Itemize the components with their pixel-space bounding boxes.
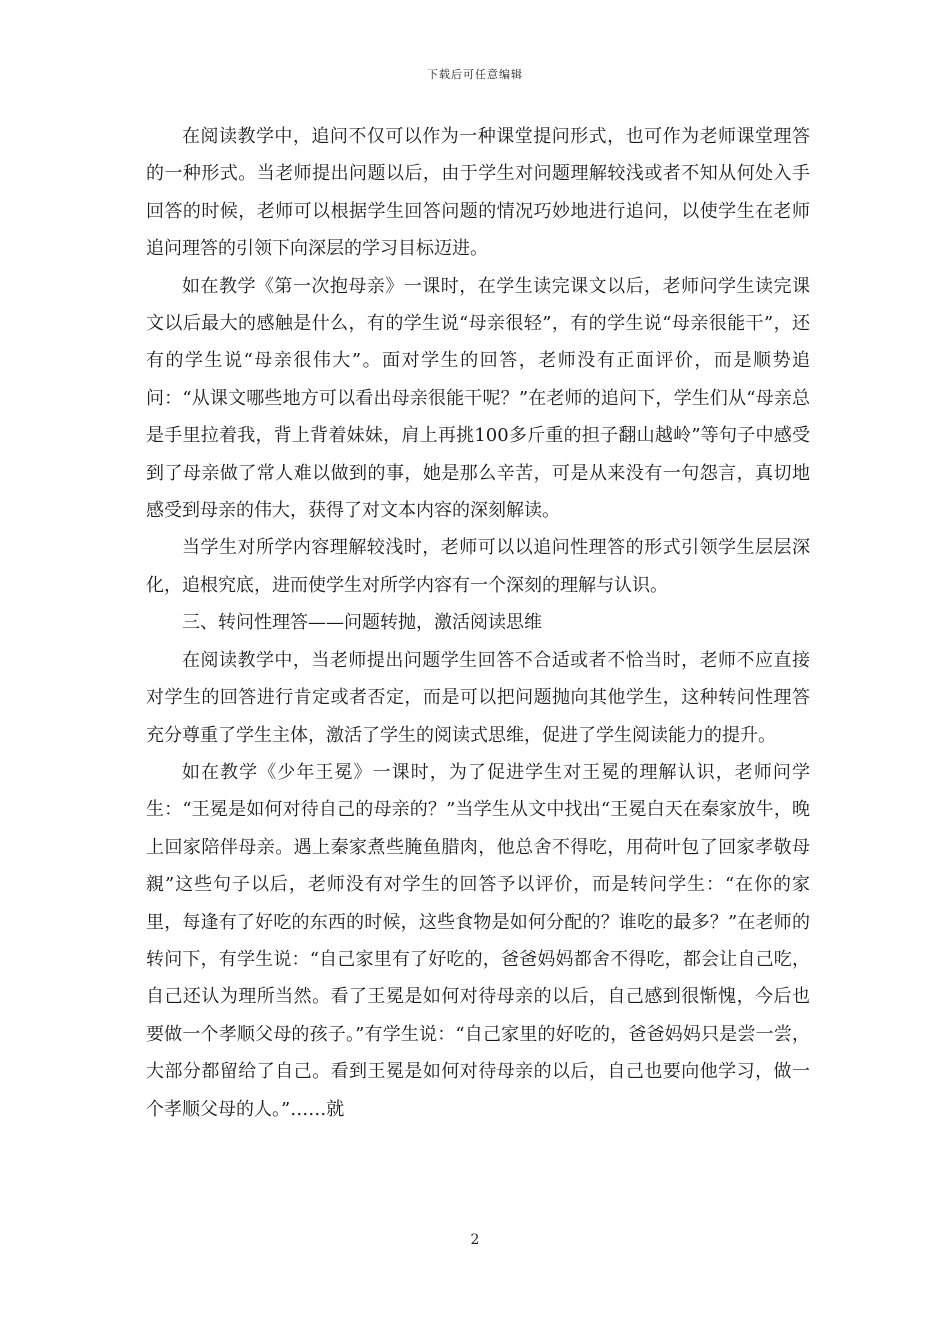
paragraph-young-wang-mian-example: 如在教学《少年王冕》一课时，为了促进学生对王冕的理解认识，老师问学生：“王冕是如何对待自己的母亲的？”当学生从文中找出“王冕白天在秦家放牛，晚上回家陪伴母亲。遇上秦家煮些腌鱼腊肉，他总舍不得吃，用荷叶包了回家孝敬母親”这些句子以后，老师没有对学生的回答予以评价，而是转问学生：“在你的家里，每逢有了好吃的东西的时候，这些食物是如何分配的？谁吃的最多？”在老师的转问下，有学生说：“自己家里有了好吃的，爸爸妈妈都舍不得吃，都会让自己吃，自己还认为理所当然。看了王冕是如何对待母亲的以后，自己感到很惭愧，今后也要做一个孝顺父母的孩子。”有学生说：“自己家里的好吃的，爸爸妈妈只是尝一尝，大部分都留给了自己。看到王冕是如何对待母亲的以后，自己也要向他学习，做一个孝顺父母的人。”……就 — [146, 761, 810, 1120]
section-heading-redirect-response: 三、转问性理答——问题转抛，激活阅读思维 — [182, 612, 542, 634]
paragraph-redirect-intro: 在阅读教学中，当老师提出问题学生回答不合适或者不恰当时，老师不应直接对学生的回答进行肯定或者否定，而是可以把问题抛向其他学生，这种转问性理答充分尊重了学生主体，激活了学生的阅读式思维，促进了学生阅读能力的提升。 — [146, 649, 810, 746]
paragraph-followup-intro: 在阅读教学中，追问不仅可以作为一种课堂提问形式，也可作为老师课堂理答的一种形式。当老师提出问题以后，由于学生对问题理解较浅或者不知从何处入手回答的时候，老师可以根据学生回答问题的情况巧妙地进行追问，以使学生在老师追问理答的引领下向深层的学习目标迈进。 — [146, 126, 810, 260]
document-body — [146, 118, 810, 1128]
page-header: 下载后可任意编辑 — [427, 68, 523, 81]
page-number: 2 — [470, 1232, 480, 1248]
paragraph-followup-summary: 当学生对所学内容理解较浅时，老师可以以追问性理答的形式引领学生层层深化，追根究底，进而使学生对所学内容有一个深刻的理解与认识。 — [146, 537, 810, 596]
paragraph-first-hug-mother-example: 如在教学《第一次抱母亲》一课时，在学生读完课文以后，老师问学生读完课文以后最大的感触是什么，有的学生说“母亲很轻”，有的学生说“母亲很能干”，还有的学生说“母亲很伟大”。面对学生的回答，老师没有正面评价，而是顺势追问：“从课文哪些地方可以看出母亲很能干呢？”在老师的追问下，学生们从“母亲总是手里拉着我，背上背着妹妹，肩上再挑100多斤重的担子翻山越岭”等句子中感受到了母亲做了常人难以做到的事，她是那么辛苦，可是从来没有一句怨言，真切地感受到母亲的伟大，获得了对文本内容的深刻解读。 — [146, 275, 810, 522]
